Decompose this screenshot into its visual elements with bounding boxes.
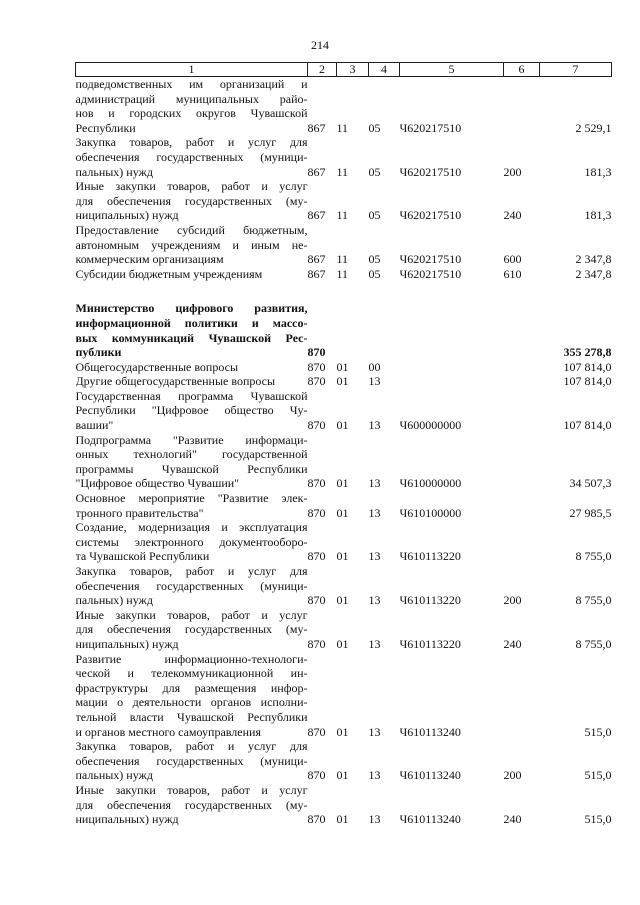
description-line: Закупка товаров, работ и услуг для bbox=[75, 564, 308, 578]
expense-type-cell: 200 bbox=[503, 593, 522, 608]
amount-cell: 355 278,8 bbox=[563, 345, 612, 360]
expense-type-cell bbox=[504, 281, 540, 301]
amount-cell: 34 507,3 bbox=[569, 476, 612, 491]
column-header: 4 bbox=[369, 63, 400, 77]
ministry-code-cell: 867 bbox=[307, 266, 326, 281]
description-line: Создание, модернизация и эксплуатация bbox=[75, 520, 308, 535]
ministry-code-cell: 870 bbox=[307, 768, 326, 783]
subsection-code-cell: 13 bbox=[368, 418, 381, 433]
section-code-cell bbox=[337, 301, 369, 359]
description-line: тронного правительства" bbox=[75, 505, 204, 520]
ministry-code-cell: 867 bbox=[307, 208, 326, 223]
description-cell bbox=[76, 223, 308, 267]
section-code-cell: 01 bbox=[336, 724, 349, 739]
description-line: тельной власти Чувашской Республики bbox=[75, 709, 308, 724]
table-row bbox=[76, 564, 612, 608]
ministry-code-cell: 867 bbox=[307, 120, 326, 135]
ministry-code-cell bbox=[308, 281, 337, 301]
description-line: подведомственных им организаций и bbox=[75, 77, 308, 91]
ministry-code-cell: 867 bbox=[307, 252, 326, 267]
description-cell bbox=[76, 783, 308, 827]
section-code-cell: 01 bbox=[336, 768, 349, 783]
description-cell bbox=[76, 564, 308, 608]
description-line: Другие общегосударственные вопросы bbox=[75, 374, 276, 389]
expense-type-cell: 240 bbox=[503, 208, 522, 223]
subsection-code-cell: 05 bbox=[368, 208, 381, 223]
expense-type-cell bbox=[504, 491, 540, 520]
ministry-code-cell: 870 bbox=[307, 476, 326, 491]
subsection-code-cell: 00 bbox=[368, 359, 381, 374]
section-code-cell bbox=[337, 281, 369, 301]
description-line: Основное мероприятие "Развитие элек- bbox=[75, 491, 308, 506]
description-line: Закупка товаров, работ и услуг для bbox=[75, 739, 308, 754]
target-article-cell bbox=[400, 360, 504, 375]
amount-cell: 107 814,0 bbox=[563, 374, 612, 389]
description-line: Закупка товаров, работ и услуг для bbox=[75, 135, 308, 150]
section-code-cell: 01 bbox=[336, 374, 349, 389]
table-row bbox=[76, 135, 612, 179]
subsection-code-cell: 13 bbox=[368, 636, 381, 651]
amount-cell: 181,3 bbox=[584, 164, 612, 179]
description-line: ниципальных) нужд bbox=[75, 812, 179, 827]
section-code-cell: 11 bbox=[336, 208, 349, 223]
amount-cell: 181,3 bbox=[584, 208, 612, 223]
column-header: 3 bbox=[337, 63, 369, 77]
description-line: Субсидии бюджетным учреждениям bbox=[75, 266, 263, 281]
expense-type-cell: 240 bbox=[503, 636, 522, 651]
description-line: программы Чувашской Республики bbox=[75, 461, 308, 476]
ministry-code-cell: 870 bbox=[307, 345, 326, 360]
description-cell bbox=[76, 135, 308, 179]
description-line: системы электронного документооборо- bbox=[75, 534, 308, 549]
amount-cell: 107 814,0 bbox=[563, 359, 612, 374]
table-row bbox=[76, 491, 612, 520]
description-line: вых коммуникаций Чувашской Рес- bbox=[75, 330, 308, 345]
column-header-row bbox=[76, 63, 612, 77]
description-line: Министерство цифрового развития, bbox=[75, 301, 308, 316]
description-line: Развитие информационно-технологи- bbox=[75, 651, 308, 666]
target-article-cell: Ч610000000 bbox=[399, 476, 462, 491]
column-header: 7 bbox=[540, 63, 612, 77]
expense-type-cell bbox=[504, 360, 540, 375]
amount-cell: 2 347,8 bbox=[575, 252, 612, 267]
description-line: онных технологий" государственной bbox=[75, 447, 308, 462]
ministry-code-cell: 870 bbox=[307, 812, 326, 827]
description-line: Республики bbox=[75, 120, 136, 135]
description-cell bbox=[76, 389, 308, 433]
expense-type-cell: 600 bbox=[503, 252, 522, 267]
subsection-code-cell: 13 bbox=[368, 724, 381, 739]
description-line: пальных) нужд bbox=[75, 768, 153, 783]
description-line: ниципальных) нужд bbox=[75, 636, 179, 651]
description-line: обеспечения государственных (муници- bbox=[75, 578, 308, 593]
table-row bbox=[76, 360, 612, 375]
section-code-cell: 01 bbox=[336, 418, 349, 433]
expense-type-cell: 200 bbox=[503, 768, 522, 783]
expense-type-cell bbox=[504, 520, 540, 564]
spacer-row bbox=[76, 281, 612, 301]
subsection-code-cell: 13 bbox=[368, 476, 381, 491]
ministry-code-cell: 870 bbox=[307, 593, 326, 608]
subsection-code-cell: 13 bbox=[368, 549, 381, 564]
subsection-code-cell: 13 bbox=[368, 768, 381, 783]
table-row bbox=[76, 433, 612, 491]
table-body bbox=[76, 77, 612, 827]
description-line: для обеспечения государственных (му- bbox=[75, 797, 308, 812]
description-line: обеспечения государственных (муници- bbox=[75, 149, 308, 164]
amount-cell: 27 985,5 bbox=[569, 505, 612, 520]
section-code-cell: 01 bbox=[336, 593, 349, 608]
section-code-cell: 11 bbox=[336, 120, 349, 135]
section-code-cell: 01 bbox=[336, 636, 349, 651]
ministry-code-cell: 870 bbox=[307, 636, 326, 651]
description-line: пальных) нужд bbox=[75, 164, 153, 179]
description-line: пальных) нужд bbox=[75, 593, 153, 608]
description-line: та Чувашской Республики bbox=[75, 549, 210, 564]
description-line: автономным учреждениям и иным не- bbox=[75, 237, 308, 252]
subsection-code-cell bbox=[369, 281, 400, 301]
table-row bbox=[76, 389, 612, 433]
description-line: коммерческим организациям bbox=[75, 252, 224, 267]
table-row bbox=[76, 301, 612, 359]
ministry-code-cell: 870 bbox=[307, 374, 326, 389]
description-line: ческой и телекоммуникационной ин- bbox=[75, 666, 308, 681]
column-header: 2 bbox=[308, 63, 337, 77]
expense-type-cell bbox=[504, 77, 540, 136]
column-header: 6 bbox=[504, 63, 540, 77]
description-line: публики bbox=[75, 345, 122, 360]
target-article-cell: Ч620217510 bbox=[399, 120, 462, 135]
description-line: фраструктуры для размещения инфор- bbox=[75, 680, 308, 695]
subsection-code-cell: 05 bbox=[368, 266, 381, 281]
table-row bbox=[76, 267, 612, 282]
page-number: 214 bbox=[311, 38, 329, 52]
table-row bbox=[76, 179, 612, 223]
ministry-code-cell: 867 bbox=[307, 164, 326, 179]
description-cell bbox=[76, 267, 308, 282]
target-article-cell: Ч610113220 bbox=[399, 593, 461, 608]
table-row bbox=[76, 223, 612, 267]
section-code-cell: 01 bbox=[336, 359, 349, 374]
expense-type-cell bbox=[504, 374, 540, 389]
description-line: и органов местного самоуправления bbox=[75, 724, 261, 739]
description-line: Иные закупки товаров, работ и услуг bbox=[75, 782, 308, 797]
target-article-cell: Ч610113240 bbox=[399, 812, 461, 827]
description-line: вашии" bbox=[75, 418, 114, 433]
amount-cell: 515,0 bbox=[584, 724, 612, 739]
amount-cell: 2 529,1 bbox=[575, 120, 612, 135]
description-cell bbox=[76, 652, 308, 740]
column-header: 1 bbox=[76, 63, 308, 77]
description-line: нов и городских округов Чувашской bbox=[75, 106, 308, 121]
section-code-cell: 01 bbox=[336, 476, 349, 491]
section-code-cell: 01 bbox=[336, 812, 349, 827]
subsection-code-cell: 05 bbox=[368, 252, 381, 267]
column-header: 5 bbox=[400, 63, 504, 77]
description-cell bbox=[76, 520, 308, 564]
target-article-cell: Ч600000000 bbox=[399, 418, 462, 433]
expense-type-cell: 200 bbox=[503, 164, 522, 179]
table-row bbox=[76, 77, 612, 136]
description-line: Государственная программа Чувашской bbox=[75, 388, 308, 403]
ministry-code-cell: 870 bbox=[307, 549, 326, 564]
description-line: Республики "Цифровое общество Чу- bbox=[75, 403, 308, 418]
amount-cell: 515,0 bbox=[584, 768, 612, 783]
description-cell bbox=[76, 281, 308, 301]
target-article-cell: Ч620217510 bbox=[399, 208, 462, 223]
section-code-cell: 01 bbox=[336, 505, 349, 520]
description-cell bbox=[76, 301, 308, 359]
description-cell bbox=[76, 739, 308, 783]
subsection-code-cell: 13 bbox=[368, 812, 381, 827]
table-row bbox=[76, 652, 612, 740]
expense-type-cell bbox=[504, 389, 540, 433]
description-cell bbox=[76, 179, 308, 223]
description-cell bbox=[76, 77, 308, 136]
ministry-code-cell: 870 bbox=[307, 418, 326, 433]
amount-cell bbox=[540, 281, 612, 301]
expense-type-cell bbox=[504, 301, 540, 359]
expense-type-cell bbox=[504, 652, 540, 740]
description-line: для обеспечения государственных (му- bbox=[75, 193, 308, 208]
expense-type-cell: 610 bbox=[503, 266, 522, 281]
amount-cell: 8 755,0 bbox=[575, 549, 612, 564]
description-line: администраций муниципальных райо- bbox=[75, 91, 308, 106]
description-line: Иные закупки товаров, работ и услуг bbox=[75, 607, 308, 622]
ministry-code-cell: 870 bbox=[307, 724, 326, 739]
target-article-cell: Ч610113240 bbox=[399, 724, 461, 739]
subsection-code-cell bbox=[369, 301, 400, 359]
description-line: обеспечения государственных (муници- bbox=[75, 753, 308, 768]
target-article-cell: Ч610113240 bbox=[399, 768, 461, 783]
budget-table bbox=[75, 62, 612, 827]
description-cell bbox=[76, 491, 308, 520]
amount-cell: 515,0 bbox=[584, 812, 612, 827]
target-article-cell bbox=[400, 301, 504, 359]
target-article-cell bbox=[400, 374, 504, 389]
table-row bbox=[76, 374, 612, 389]
table-row bbox=[76, 608, 612, 652]
subsection-code-cell: 13 bbox=[368, 374, 381, 389]
description-line: для обеспечения государственных (му- bbox=[75, 622, 308, 637]
subsection-code-cell: 05 bbox=[368, 120, 381, 135]
target-article-cell: Ч610100000 bbox=[399, 505, 462, 520]
description-line: Иные закупки товаров, работ и услуг bbox=[75, 179, 308, 194]
description-cell bbox=[76, 374, 308, 389]
description-line: информационной политики и массо- bbox=[75, 315, 308, 330]
table-row bbox=[76, 783, 612, 827]
section-code-cell: 01 bbox=[336, 549, 349, 564]
amount-cell: 8 755,0 bbox=[575, 593, 612, 608]
table-row bbox=[76, 739, 612, 783]
subsection-code-cell: 13 bbox=[368, 593, 381, 608]
section-code-cell: 11 bbox=[336, 252, 349, 267]
description-line: ниципальных) нужд bbox=[75, 208, 179, 223]
subsection-code-cell: 13 bbox=[368, 505, 381, 520]
target-article-cell: Ч620217510 bbox=[399, 266, 462, 281]
target-article-cell: Ч610113220 bbox=[399, 549, 461, 564]
expense-type-cell bbox=[504, 433, 540, 491]
ministry-code-cell: 870 bbox=[307, 505, 326, 520]
amount-cell: 8 755,0 bbox=[575, 636, 612, 651]
ministry-code-cell: 870 bbox=[307, 359, 326, 374]
subsection-code-cell: 05 bbox=[368, 164, 381, 179]
description-cell bbox=[76, 608, 308, 652]
description-line: Общегосударственные вопросы bbox=[75, 359, 239, 374]
target-article-cell: Ч610113220 bbox=[399, 636, 461, 651]
target-article-cell: Ч620217510 bbox=[399, 252, 462, 267]
expense-type-cell: 240 bbox=[503, 812, 522, 827]
description-cell bbox=[76, 360, 308, 375]
target-article-cell: Ч620217510 bbox=[399, 164, 462, 179]
amount-cell: 2 347,8 bbox=[575, 266, 612, 281]
amount-cell: 107 814,0 bbox=[563, 418, 612, 433]
section-code-cell: 11 bbox=[336, 266, 349, 281]
description-line: "Цифровое общество Чувашии" bbox=[75, 476, 240, 491]
section-code-cell: 11 bbox=[336, 164, 349, 179]
target-article-cell bbox=[400, 281, 504, 301]
description-cell bbox=[76, 433, 308, 491]
description-line: Подпрограмма "Развитие информаци- bbox=[75, 432, 308, 447]
description-line: мации о деятельности органов исполни- bbox=[75, 695, 308, 710]
table-row bbox=[76, 520, 612, 564]
description-line: Предоставление субсидий бюджетным, bbox=[75, 222, 308, 237]
